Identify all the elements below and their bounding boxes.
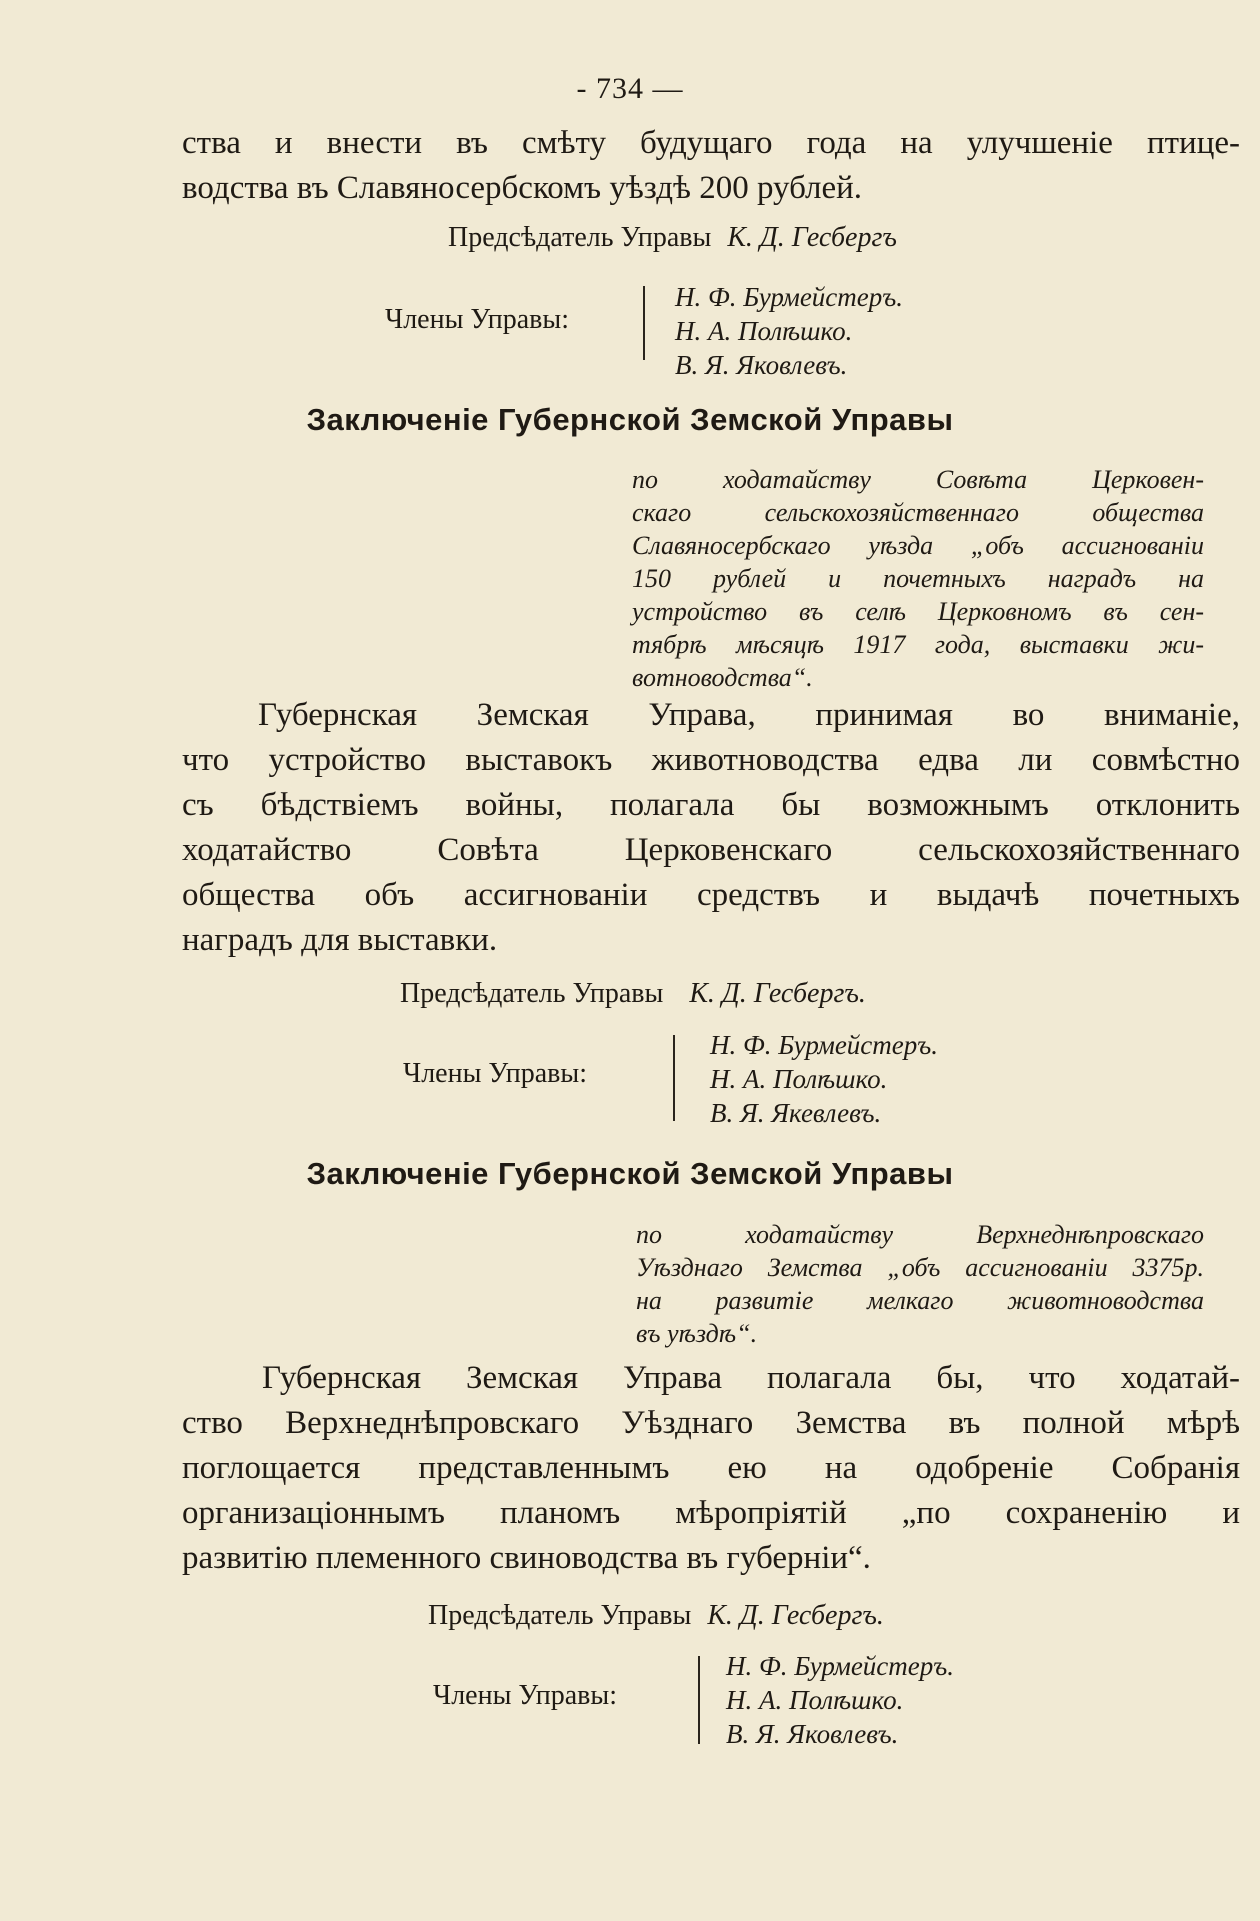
subject-line: по ходатайству Верхнеднѣпровскаго [636, 1220, 1204, 1249]
section-subject [636, 1218, 1204, 1350]
paragraph-line: поглощается представленнымъ ею на одобренiе Собранiя [182, 1450, 1240, 1486]
members-list [726, 1649, 954, 1751]
member-name: В. Я. Яковлевъ. [726, 1719, 899, 1749]
member-name: Н. Ф. Бурмейстеръ. [726, 1651, 955, 1681]
paragraph-line: ство Верхнеднѣпровскаго Уѣзднаго Земства въ полной мѣрѣ [182, 1405, 1240, 1441]
members-brace [643, 286, 645, 360]
paragraph-line: общества объ ассигнованiи средствъ и выдачѣ почетныхъ [182, 877, 1240, 913]
subject-line: устройство въ селѣ Церковномъ въ сен- [632, 597, 1204, 626]
subject-line: по ходатайству Совѣта Церковен- [632, 465, 1204, 494]
chair-signature [400, 978, 866, 1010]
members-list [675, 280, 903, 382]
members-label: Члены Управы: [433, 1680, 617, 1711]
members-list [710, 1028, 938, 1130]
subject-line: тябрѣ мѣсяцѣ 1917 года, выставки жи- [632, 630, 1204, 659]
chair-signature [448, 222, 897, 254]
paragraph-line: Губернская Земская Управа, принимая во вниманiе, [258, 697, 1240, 733]
member-name: В. Я. Яковлевъ. [675, 350, 848, 380]
chair-name: К. Д. Гесбергъ [727, 222, 897, 253]
members-brace [673, 1035, 675, 1121]
member-name: Н. Ф. Бурмейстеръ. [710, 1030, 939, 1060]
intro-line: ства и внести въ смѣту будущаго года на улучшенiе птице- [182, 125, 1240, 161]
intro-line: водства въ Славяносербскомъ уѣздѣ 200 рублей. [182, 170, 863, 206]
page-number: - 734 — [576, 72, 684, 105]
subject-line: въ уѣздѣ“. [636, 1319, 758, 1348]
member-name: Н. А. Полѣшко. [675, 316, 853, 346]
section-subject [632, 463, 1204, 694]
members-brace [698, 1656, 700, 1744]
paragraph-line: развитiю племенного свиноводства въ губернiи“. [182, 1540, 871, 1576]
member-name: Н. А. Полѣшко. [710, 1064, 888, 1094]
paragraph-line: организацiоннымъ планомъ мѣропрiятiй „по сохраненiю и [182, 1495, 1240, 1531]
subject-line: вотноводства“. [632, 663, 813, 692]
chair-signature [428, 1600, 884, 1632]
paragraph-line: Губернская Земская Управа полагала бы, что ходатай- [262, 1360, 1240, 1396]
member-name: Н. Ф. Бурмейстеръ. [675, 282, 904, 312]
subject-line: 150 рублей и почетныхъ наградъ на [632, 564, 1204, 593]
subject-line: Славяносербскаго уѣзда „объ ассигнованiи [632, 531, 1204, 560]
subject-line: на развитiе мелкаго животноводства [636, 1286, 1204, 1315]
subject-line: скаго сельскохозяйственнаго общества [632, 498, 1204, 527]
chair-label: Предсѣдатель Управы [428, 1600, 692, 1631]
subject-line: Уѣзднаго Земства „объ ассигнованiи 3375р. [636, 1253, 1204, 1282]
member-name: Н. А. Полѣшко. [726, 1685, 904, 1715]
members-label: Члены Управы: [385, 304, 569, 335]
section-heading: Заключенiе Губернской Земской Управы [306, 402, 954, 437]
member-name: В. Я. Якевлевъ. [710, 1098, 882, 1128]
chair-label: Предсѣдатель Управы [400, 978, 664, 1009]
section-heading: Заключенiе Губернской Земской Управы [306, 1156, 954, 1191]
chair-name: К. Д. Гесбергъ. [707, 1600, 884, 1631]
paragraph-line: ходатайство Совѣта Церковенскаго сельскохозяйственнаго [182, 832, 1240, 868]
members-label: Члены Управы: [403, 1058, 587, 1089]
paragraph-line: съ бѣдствiемъ войны, полагала бы возможнымъ отклонить [182, 787, 1240, 823]
paragraph-line: наградъ для выставки. [182, 922, 498, 958]
chair-label: Предсѣдатель Управы [448, 222, 712, 253]
chair-name: К. Д. Гесбергъ. [689, 978, 866, 1009]
paragraph-line: что устройство выставокъ животноводства едва ли совмѣстно [182, 742, 1240, 778]
